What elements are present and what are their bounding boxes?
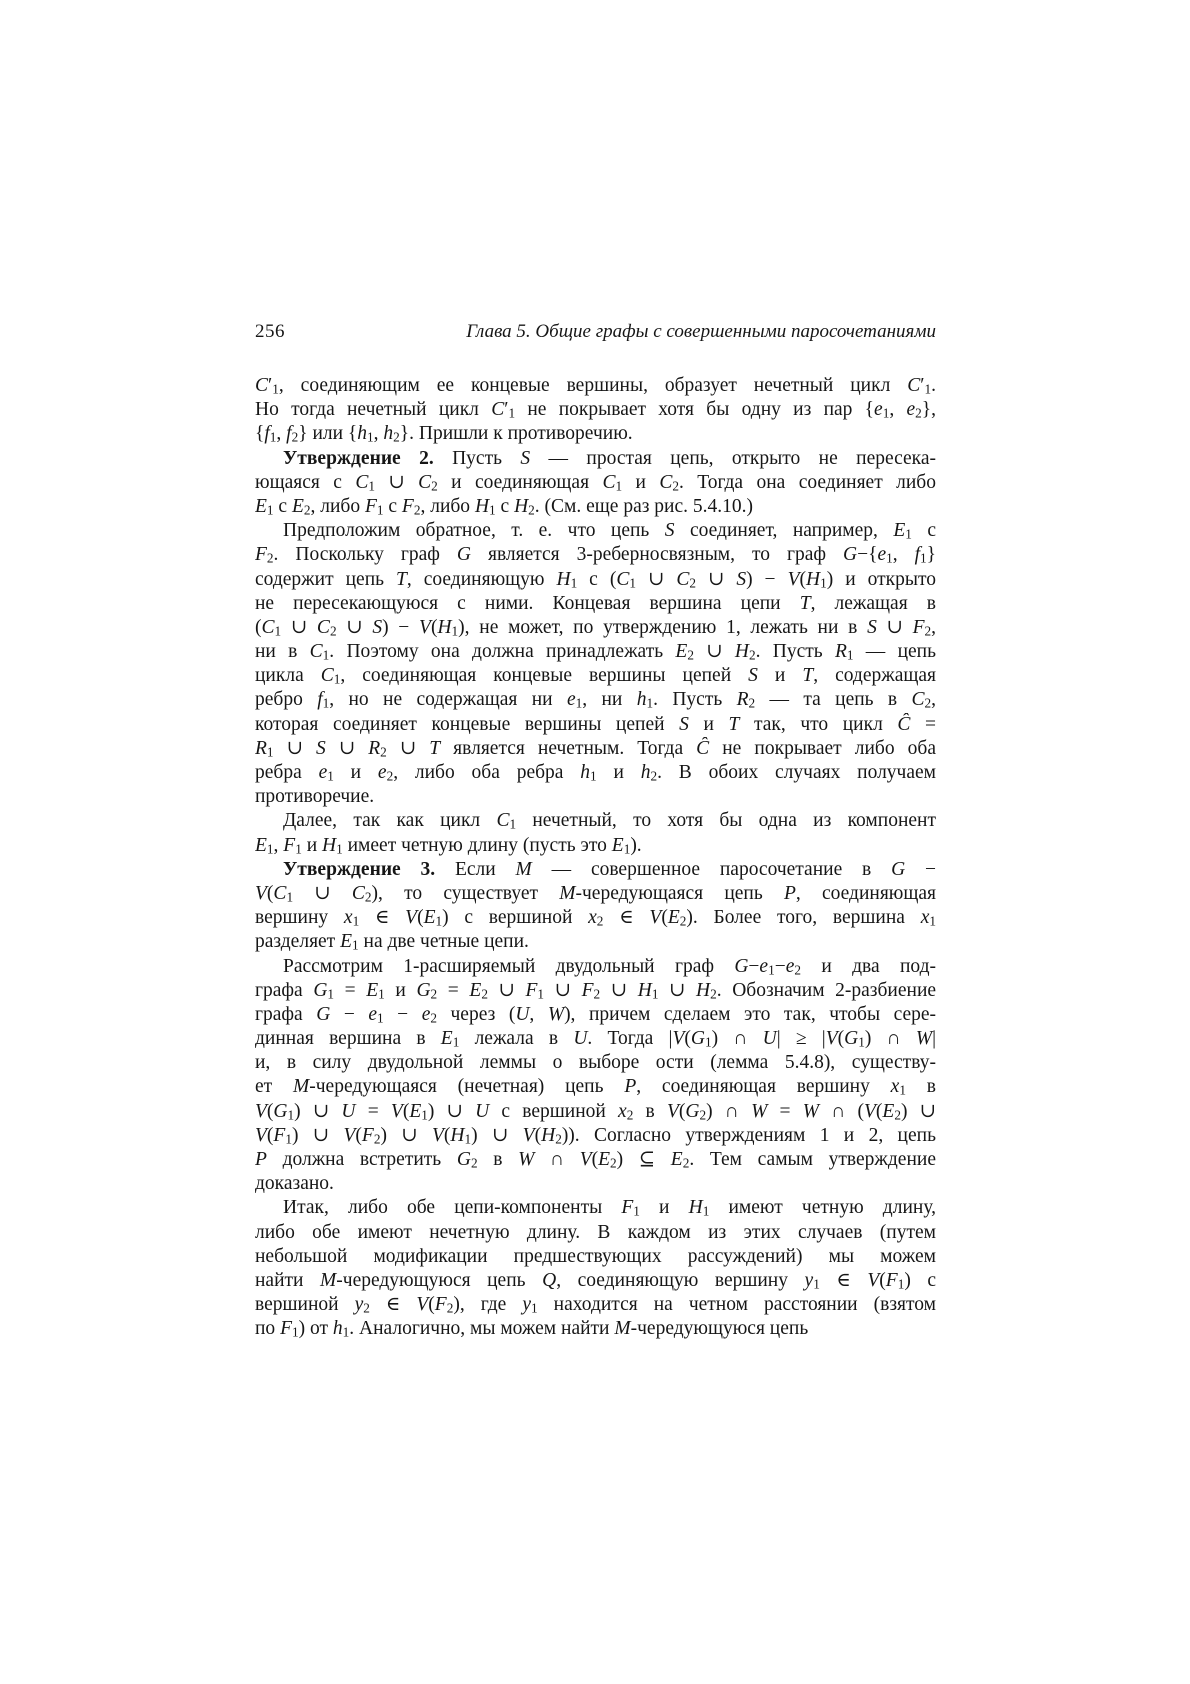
page-content xyxy=(255,321,936,1342)
text-line: не пересекающуюся с ними. Концевая вершина цепи T, лежащая в xyxy=(255,592,936,614)
text-line: Далее, так как цикл $C_1$ нечетный, то хотя бы одна из компонент xyxy=(283,810,936,832)
text-line: доказано. xyxy=(255,1173,334,1195)
text-line: ни в $C_1$. Поэтому она должна принадлежать $E_2$ ∪ $H_2$. Пусть $R_1$ — цепь xyxy=(255,641,936,663)
text-line: Но тогда нечетный цикл $C'_1$ не покрывает хотя бы одну из пар {$e_1$, $e_2$}, xyxy=(255,399,936,421)
paragraph xyxy=(255,374,936,447)
text-line: Рассмотрим 1-расширяемый двудольный граф $G-e_1-e_2$ и два под- xyxy=(283,955,936,977)
text-line: либо обе имеют нечетную длину. В каждом из этих случаев (путем xyxy=(255,1221,936,1243)
text-line: по $F_1$) от $h_1$. Аналогично, мы можем найти M-чередующуюся цепь xyxy=(255,1318,809,1340)
text-line: вершину $x_1$ ∈ $V(E_1)$ с вершиной $x_2$ ∈ $V(E_2)$. Более того, вершина $x_1$ xyxy=(255,907,936,929)
paragraph xyxy=(255,519,936,809)
text-line: Утверждение 2. Пусть S — простая цепь, открыто не пересека- xyxy=(283,447,936,469)
page-number: 256 xyxy=(255,321,285,342)
text-line: которая соединяет концевые вершины цепей S и T так, что цикл Ĉ = xyxy=(255,713,936,735)
text-line: ребра $e_1$ и $e_2$, либо оба ребра $h_1$ и $h_2$. В обоих случаях получаем xyxy=(255,762,936,784)
text-line: $V(C_1$ ∪ $C_2$), то существует M-чередующаяся цепь P, соединяющая xyxy=(255,882,936,905)
text-line: $F_2$. Поскольку граф G является 3-реберносвязным, то граф $G-\{e_1$, $f_1$} xyxy=(255,544,936,566)
paragraph xyxy=(255,447,936,520)
text-line: и, в силу двудольной леммы о выборе ости (лемма 5.4.8), существу- xyxy=(255,1052,936,1074)
text-line: ющаяся с $C_1$ ∪ $C_2$ и соединяющая $C_1$ и $C_2$. Тогда она соединяет либо xyxy=(255,471,936,494)
text-line: $V(G_1)$ ∪ $U = V(E_1)$ ∪ U с вершиной $x_2$ в $V(G_2)$ ∩ W = W ∩ ($V(E_2)$ ∪ xyxy=(255,1100,936,1122)
text-line: $C'_1$, соединяющим ее концевые вершины, образует нечетный цикл $C'_1$. xyxy=(255,375,936,397)
text-line: $V(F_1)$ ∪ $V(F_2)$ ∪ $V(H_1)$ ∪ $V(H_2)$). Согласно утверждениям 1 и 2, цепь xyxy=(255,1124,936,1147)
text-body xyxy=(255,374,936,1342)
text-line: ребро $f_1$, но не содержащая ни $e_1$, ни $h_1$. Пусть $R_2$ — та цепь в $C_2$, xyxy=(255,689,936,711)
paragraph xyxy=(255,858,936,955)
text-line: Предположим обратное, т. е. что цепь S соединяет, например, $E_1$ с xyxy=(283,520,936,542)
running-head: Глава 5. Общие графы с совершенными паросочетаниями xyxy=(466,321,936,342)
text-line: цикла $C_1$, соединяющая концевые вершины цепей S и T, содержащая xyxy=(255,665,936,687)
text-line: P должна встретить $G_2$ в W ∩ $V(E_2)$ ⊆ $E_2$. Тем самым утверждение xyxy=(255,1149,936,1171)
page-header xyxy=(255,321,936,343)
paragraph xyxy=(255,809,936,857)
text-line: содержит цепь T, соединяющую $H_1$ с ($C_1$ ∪ $C_2$ ∪ $S) - V(H_1)$ и открыто xyxy=(255,568,936,590)
text-line: Итак, либо обе цепи-компоненты $F_1$ и $H_1$ имеют четную длину, xyxy=(283,1197,936,1219)
text-line: графа $G - e_1 - e_2$ через (U, W), причем сделаем это так, чтобы сере- xyxy=(255,1003,936,1026)
paragraph xyxy=(255,955,936,1197)
text-line: ет M-чередующаяся (нечетная) цепь P, соединяющая вершину $x_1$ в xyxy=(255,1076,936,1098)
text-line: динная вершина в $E_1$ лежала в U. Тогда $|V(G_1)$ ∩ $U| \ge |V(G_1)$ ∩ W| xyxy=(255,1028,936,1050)
text-line: графа $G_1 = E_1$ и $G_2 = E_2$ ∪ $F_1$ ∪ $F_2$ ∪ $H_1$ ∪ $H_2$. Обозначим 2-разбиение xyxy=(255,979,936,1002)
text-line: небольшой модификации предшествующих рассуждений) мы можем xyxy=(255,1245,936,1267)
text-line: $E_1$ с $E_2$, либо $F_1$ с $F_2$, либо $H_1$ с $H_2$. (См. еще раз рис. 5.4.10.) xyxy=(255,495,754,518)
text-line: Утверждение 3. Если M — совершенное паросочетание в G − xyxy=(283,858,936,880)
text-line: ($C_1$ ∪ $C_2$ ∪ $S) - V(H_1)$, не может, по утверждению 1, лежать ни в S ∪ $F_2$, xyxy=(255,616,936,639)
paragraph xyxy=(255,1196,936,1341)
text-line: найти M-чередующуюся цепь Q, соединяющую вершину $y_1$ ∈ $V(F_1)$ с xyxy=(255,1269,936,1292)
text-line: разделяет $E_1$ на две четные цепи. xyxy=(255,931,529,953)
text-line: $E_1$, $F_1$ и $H_1$ имеет четную длину (пусть это $E_1$). xyxy=(255,834,642,856)
text-line: {$f_1$, $f_2$} или {$h_1$, $h_2$}. Пришли к противоречию. xyxy=(255,423,633,445)
text-line: противоречие. xyxy=(255,786,375,808)
text-line: $R_1$ ∪ S ∪ $R_2$ ∪ T является нечетным. Тогда Ĉ не покрывает либо оба xyxy=(255,737,936,760)
text-line: вершиной $y_2$ ∈ $V(F_2)$, где $y_1$ находится на четном расстоянии (взятом xyxy=(255,1294,936,1316)
